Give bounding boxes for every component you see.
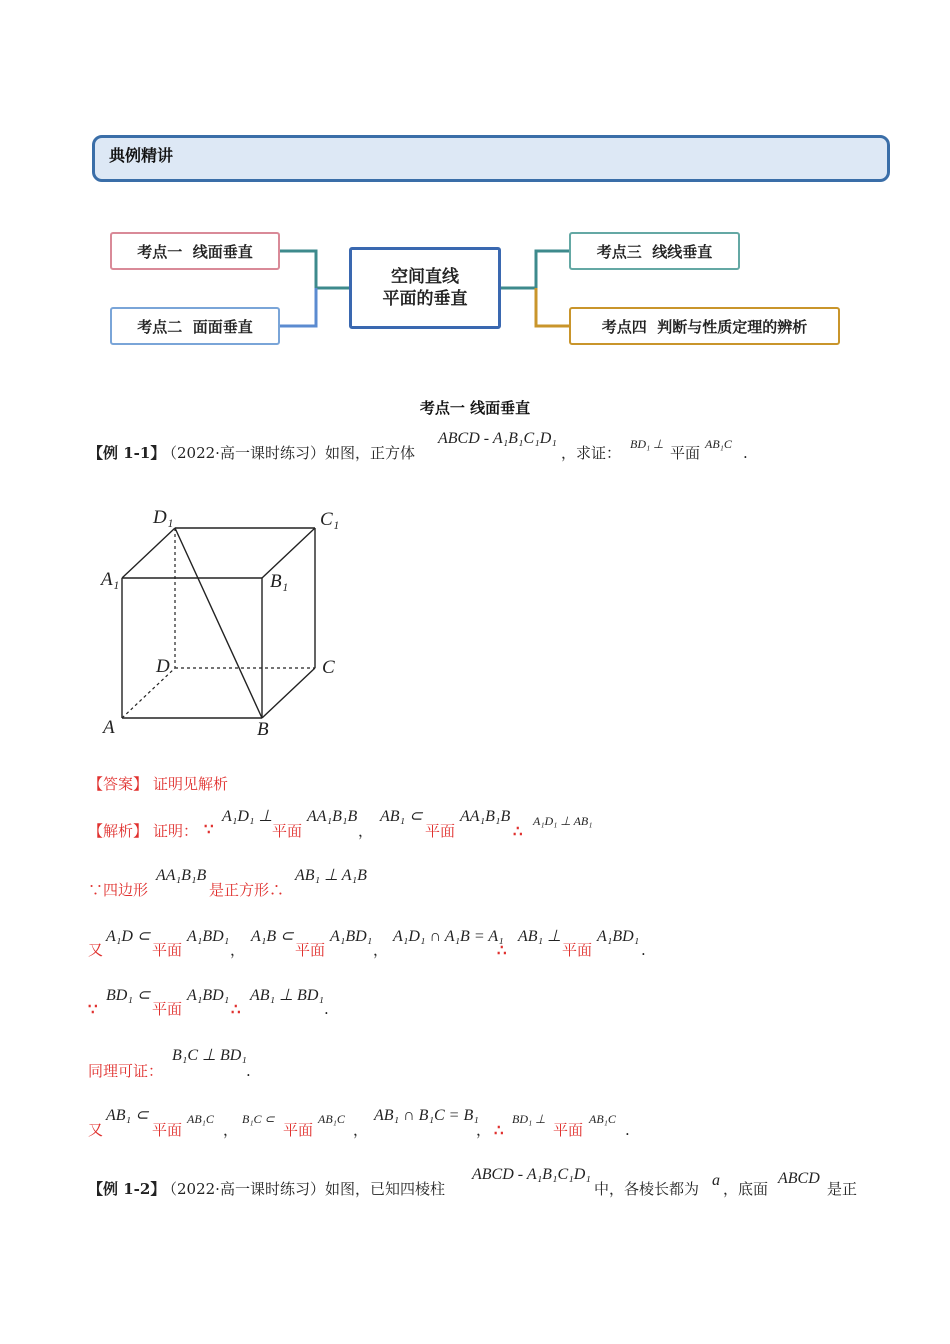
plane-word: 平面 [670,444,701,462]
answer-tag: 【答案】 [88,775,149,793]
mindmap-node-topic1: 考点一 线面垂直 [110,232,280,270]
example2-base: ABCD [778,1170,820,1187]
label-b: B [257,719,269,740]
banner-title: 典例精讲 [109,146,174,165]
example2-tail: 是正 [827,1180,858,1198]
answer-text: 证明见解析 [153,775,229,793]
label-a1: A₁ [101,569,120,590]
center-line-1: 空间直线 [391,267,459,287]
example2-source: （2022·高一课时练习）如图，已知四棱柱 [162,1180,445,1198]
claim-plane: AB₁C [705,437,732,451]
label-d: D [156,656,170,677]
label-d1: D₁ [153,507,174,528]
cube-figure [100,505,360,745]
example2-a: a [712,1172,720,1189]
label-a: A [103,717,115,738]
example2-mid2: ，底面 [723,1180,769,1198]
example-mid: ，求证： [561,444,622,462]
claim-line: BD₁ ⊥ [630,437,664,451]
label-b1: B₁ [270,571,289,592]
example-end: . [743,444,748,462]
center-line-2: 平面的垂直 [382,289,468,309]
edge-bc [262,668,315,718]
label-c: C [322,657,335,678]
example-tag: 【例 1-1】 [88,444,166,462]
example2-solid: ABCD - A₁B₁C₁D₁ [472,1166,591,1183]
label-c1: C₁ [320,509,340,530]
mindmap-node-topic2: 考点二 面面垂直 [110,307,280,345]
diagonal-bd1 [175,528,262,718]
section-title: 考点一 线面垂直 [419,399,531,417]
mindmap-node-topic3: 考点三 线线垂直 [569,232,740,270]
solid-name: ABCD - A₁B₁C₁D₁ [438,430,557,447]
example2-mid: 中，各棱长都为 [594,1180,700,1198]
example2-tag: 【例 1-2】 [88,1180,166,1198]
mindmap-center-node [349,247,501,329]
edge-a1d1 [122,528,175,578]
mindmap-node-topic4: 考点四 判断与性质定理的辨析 [569,307,840,345]
example-source: （2022·高一课时练习）如图，正方体 [162,444,415,462]
